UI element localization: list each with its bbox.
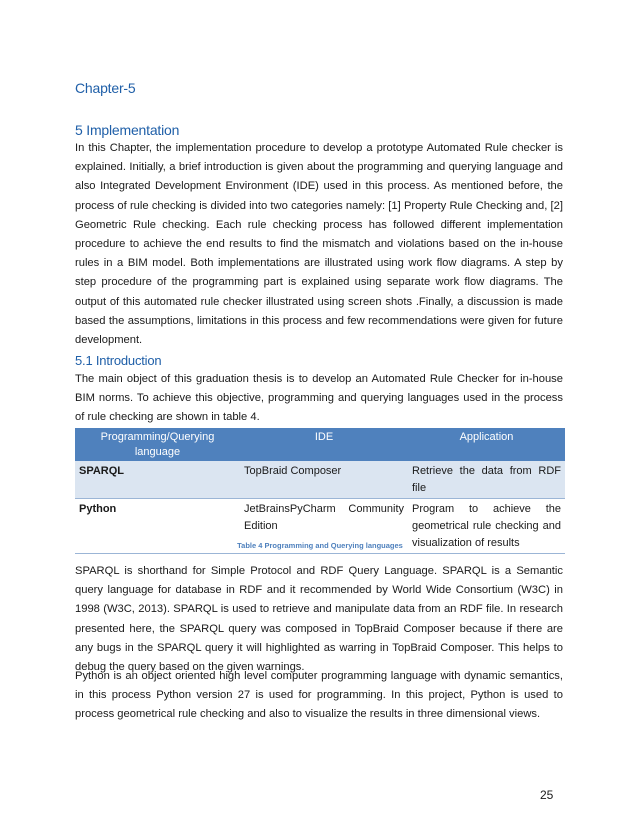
chapter-label: Chapter-5 <box>75 80 136 96</box>
table-caption: Table 4 Programming and Querying languages <box>237 541 403 550</box>
section-paragraph: In this Chapter, the implementation procedure to develop a prototype Automated Rule checker is explained. Initially, a brief introduction is given about the programming and querying language and also Integrated Development Environment (IDE) used in this process. As mentioned before, the process of rule checking is divided into two categories namely: [1] Property Rule Checking and, [2] Geometric Rule checking. Each rule checking process has followed different implementation procedure to achieve the end results to find the mismatch and violations based on the in-house rules in a BIM model. Both implementations are illustrated using work flow diagrams. A step by step procedure of the programming part is explained using separate work flow diagrams. The output of this automated rule checker illustrated using screen shots .Finally, a discussion is made based the assumptions, limitations in this process and few recommendations were given for future development. <box>75 142 563 347</box>
subsection-heading: 5.1 Introduction <box>75 353 162 368</box>
sparql-paragraph: SPARQL is shorthand for Simple Protocol and RDF Query Language. SPARQL is a Semantic query language for database in RDF and it recommended by World Wide Consortium (W3C) in 1998 (W3C, 2013). SPARQL is used to retrieve and manipulate data from an RDF file. In research presented here, the SPARQL query was composed in TopBraid Composer because if there are any bugs in the SPARQL query it will highlighted as warring in TopBraid Composer. This helps to debug the query based on the given warnings. <box>75 565 563 674</box>
page-number: 25 <box>540 788 554 802</box>
table-cell: Retrieve the data from RDF file <box>408 461 565 499</box>
table-header-row <box>75 428 565 461</box>
table-cell: Program to achieve the geometrical rule checking and visualization of results <box>408 499 565 554</box>
table-header-cell: IDE <box>240 428 408 461</box>
table-row <box>75 461 565 499</box>
languages-table <box>75 428 565 554</box>
section-heading: 5 Implementation <box>75 122 180 138</box>
table-header-cell: Programming/Querying language <box>75 428 240 461</box>
table-cell: SPARQL <box>75 461 240 499</box>
python-paragraph: Python is an object oriented high level computer programming language with dynamic semantics, in this process Python version 27 is used for programming. In this project, Python is used to process geometrical rule checking and also to visualize the results in three dimensional views. <box>75 670 563 721</box>
table-cell: TopBraid Composer <box>240 461 408 499</box>
table-cell: Python <box>75 499 240 554</box>
table-header-cell: Application <box>408 428 565 461</box>
intro-paragraph: The main object of this graduation thesis is to develop an Automated Rule Checker for in-house BIM norms. To achieve this objective, programming and querying languages used in the process of rule checking are shown in table 4. <box>75 373 563 424</box>
table-cell: JetBrainsPyCharm Community Edition <box>240 499 408 554</box>
